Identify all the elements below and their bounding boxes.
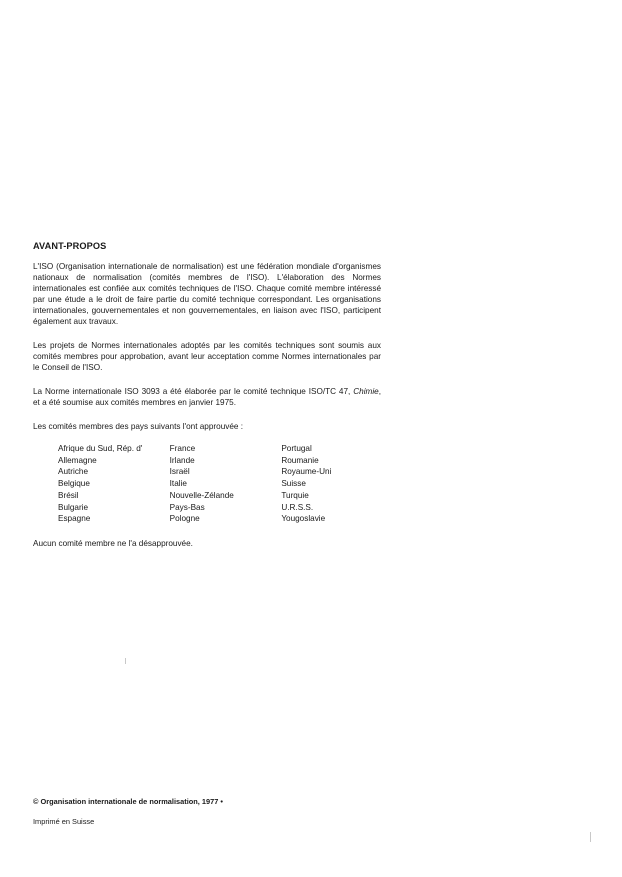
- foreword-section: [33, 241, 381, 557]
- country-item: Brésil: [58, 490, 79, 500]
- paragraph-standard-elaboration: [33, 386, 381, 408]
- country-item: Nouvelle-Zélande: [169, 490, 234, 500]
- country-column-3: [281, 443, 381, 525]
- country-item: Irlande: [169, 455, 195, 465]
- country-item: Portugal: [281, 444, 312, 453]
- country-item: Turquie: [281, 490, 309, 500]
- country-column-2: [170, 443, 282, 525]
- country-item: Italie: [169, 479, 187, 489]
- country-item: Pays-Bas: [169, 502, 205, 512]
- country-item: U.R.S.S.: [281, 502, 314, 512]
- paragraph-text-before: La Norme internationale ISO 3093 a été élaborée par le comité technique ISO/TC 47,: [33, 387, 354, 396]
- committee-name: Chimie: [353, 387, 379, 396]
- country-item: Espagne: [58, 514, 91, 524]
- country-item: Bulgarie: [58, 502, 89, 512]
- country-item: Autriche: [58, 467, 89, 477]
- country-list: [58, 443, 381, 525]
- scan-speck: [125, 658, 126, 664]
- paragraph-draft-standards: Les projets de Normes internationales adoptés par les comités techniques sont soumis aux comités membres pour approbation, avant leur acceptation comme Normes internationales par le Conseil de l'ISO.: [33, 341, 381, 372]
- country-item: Roumanie: [281, 455, 319, 465]
- country-item: Suisse: [281, 479, 306, 489]
- country-item: Royaume-Uni: [281, 467, 332, 477]
- country-item: Allemagne: [58, 455, 97, 465]
- disapproval-statement: Aucun comité membre ne l'a désapprouvée.: [33, 538, 193, 548]
- paragraph-iso-description: L'ISO (Organisation internationale de normalisation) est une fédération mondiale d'organismes nationaux de normalisation (comités membres de l'ISO). L'élaboration des Normes internationales est confiée aux comités techniques de l'ISO. Chaque comité membre intéressé par une étude a le droit de faire partie du comité technique correspondant. Les organisations internationales, gouvernementales et non gouvernementales, en liaison avec l'ISO, participent également aux travaux.: [33, 262, 381, 326]
- country-column-1: [58, 443, 170, 525]
- country-item: Yougoslavie: [281, 514, 326, 524]
- country-item: Pologne: [169, 514, 200, 524]
- country-item: Belgique: [58, 479, 90, 489]
- page-footer: [33, 797, 223, 826]
- scan-speck: [590, 832, 591, 842]
- section-heading: AVANT-PROPOS: [33, 241, 107, 251]
- copyright-notice: © Organisation internationale de normalisation, 1977 •: [33, 797, 223, 806]
- country-item: Israël: [169, 467, 190, 477]
- country-item: Afrique du Sud, Rép. d': [58, 444, 143, 453]
- printed-in-notice: Imprimé en Suisse: [33, 817, 95, 826]
- approval-intro: Les comités membres des pays suivants l'ont approuvée :: [33, 422, 243, 431]
- country-item: France: [169, 444, 196, 453]
- paragraph-text-after: , et a été soumise aux comités membres en janvier 1975.: [33, 387, 381, 407]
